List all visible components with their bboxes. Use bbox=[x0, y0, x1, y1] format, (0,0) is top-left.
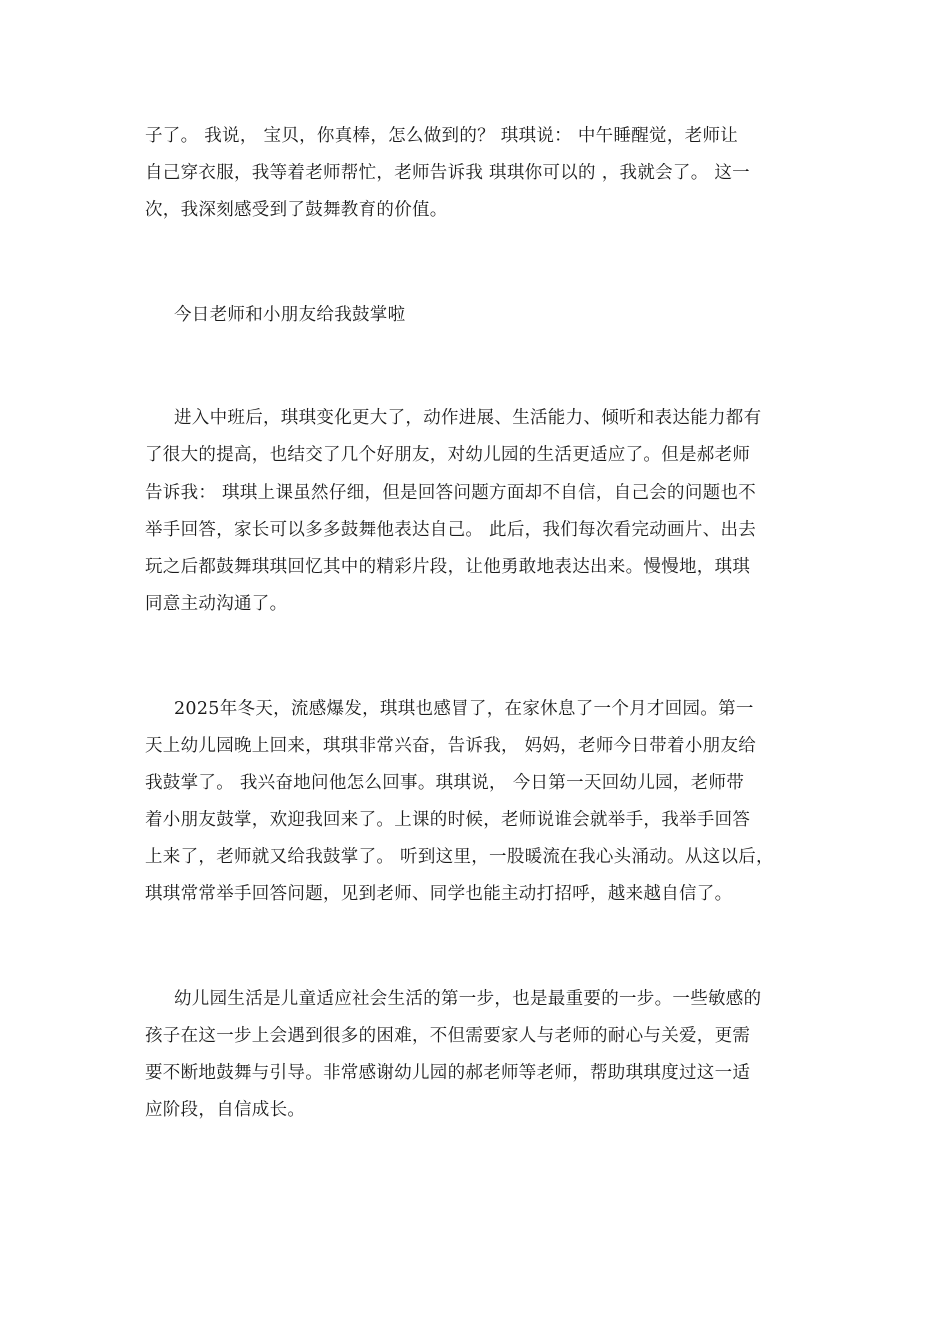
paragraph-4-line-1: 幼儿园生活是儿童适应社会生活的第一步，也是最重要的一步。一些敏感的 bbox=[174, 989, 762, 1009]
paragraph-2-line-5: 玩之后都鼓舞琪琪回忆其中的精彩片段，让他勇敢地表达出来。慢慢地，琪琪 bbox=[145, 557, 751, 577]
paragraph-4-line-3: 要不断地鼓舞与引导。非常感谢幼儿园的郝老师等老师，帮助琪琪度过这一适 bbox=[145, 1063, 751, 1083]
paragraph-3-line-4: 着小朋友鼓掌，欢迎我回来了。上课的时候，老师说谁会就举手，我举手回答 bbox=[145, 810, 751, 830]
paragraph-2-line-4: 举手回答，家长可以多多鼓舞他表达自己。 此后，我们每次看完动画片、出去 bbox=[145, 520, 757, 540]
paragraph-3-line-6: 琪琪常常举手回答问题，见到老师、同学也能主动打招呼，越来越自信了。 bbox=[145, 884, 733, 904]
paragraph-2-line-6: 同意主动沟通了。 bbox=[145, 594, 288, 614]
paragraph-3-line-1: 2025年冬天，流感爆发，琪琪也感冒了，在家休息了一个月才回园。第一 bbox=[174, 699, 754, 719]
paragraph-3-line-3: 我鼓掌了。 我兴奋地问他怎么回事。琪琪说， 今日第一天回幼儿园，老师带 bbox=[145, 773, 745, 793]
paragraph-3-line-2: 天上幼儿园晚上回来，琪琪非常兴奋，告诉我， 妈妈，老师今日带着小朋友给 bbox=[145, 736, 757, 756]
paragraph-3-line-5: 上来了，老师就又给我鼓掌了。 听到这里，一股暖流在我心头涌动。从这以后， bbox=[145, 847, 774, 867]
paragraph-1-line-3: 次，我深刻感受到了鼓舞教育的价值。 bbox=[145, 200, 448, 220]
paragraph-2-line-2: 了很大的提高，也结交了几个好朋友，对幼儿园的生活更适应了。但是郝老师 bbox=[145, 445, 751, 465]
paragraph-2-line-1: 进入中班后，琪琪变化更大了，动作进展、生活能力、倾听和表达能力都有 bbox=[174, 408, 762, 428]
paragraph-1-line-2: 自己穿衣服，我等着老师帮忙，老师告诉我 琪琪你可以的 ，我就会了。 这一 bbox=[145, 163, 750, 183]
paragraph-2-line-3: 告诉我： 琪琪上课虽然仔细，但是回答问题方面却不自信，自己会的问题也不 bbox=[145, 483, 757, 503]
paragraph-4-line-2: 孩子在这一步上会遇到很多的困难，不但需要家人与老师的耐心与关爱，更需 bbox=[145, 1026, 751, 1046]
paragraph-1-line-1: 子了。 我说， 宝贝，你真棒，怎么做到的？ 琪琪说： 中午睡醒觉，老师让 bbox=[145, 126, 739, 146]
paragraph-4-line-4: 应阶段，自信成长。 bbox=[145, 1100, 306, 1120]
section-heading: 今日老师和小朋友给我鼓掌啦 bbox=[174, 305, 406, 325]
